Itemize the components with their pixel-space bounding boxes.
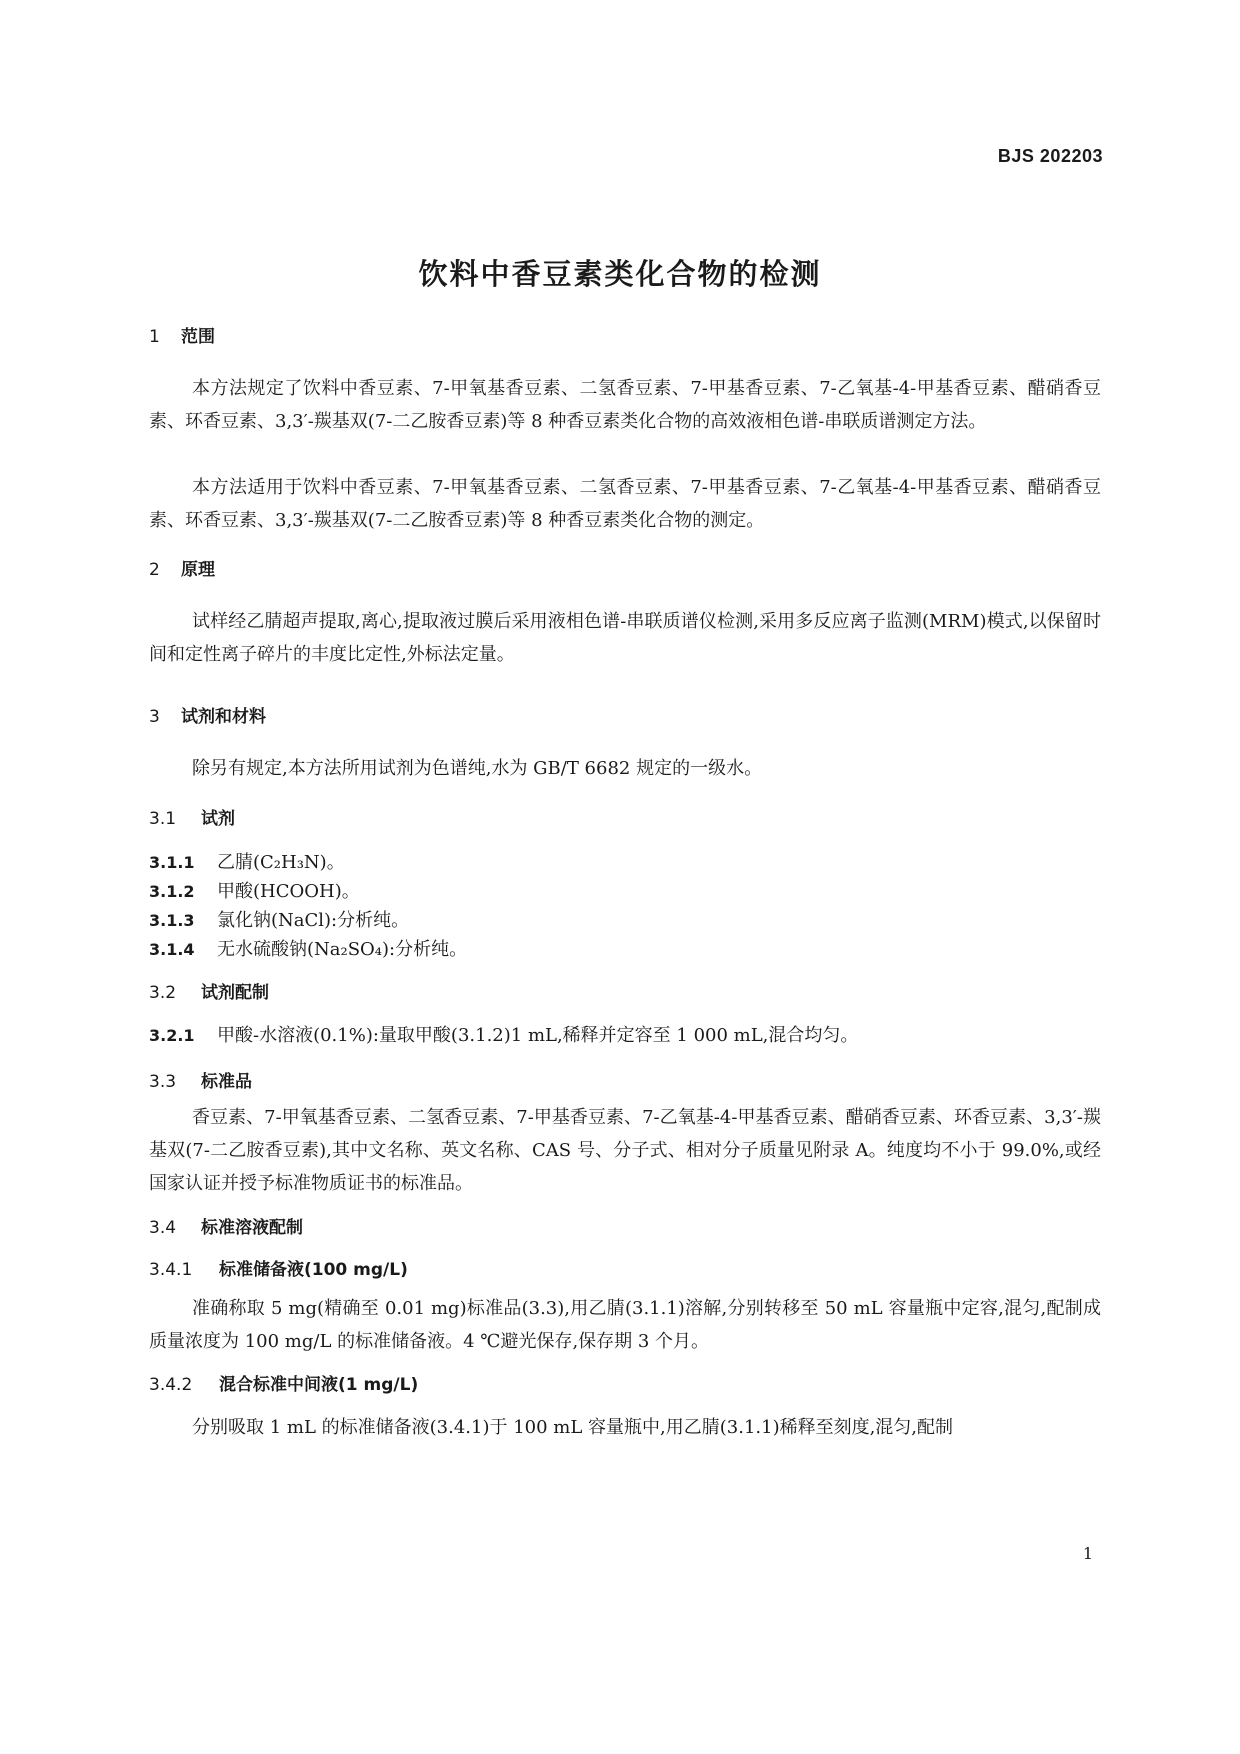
- section-3-4-heading: [149, 1213, 303, 1238]
- section-number: 3.2: [149, 983, 177, 1003]
- section-title: 试剂和材料: [181, 707, 266, 727]
- section-3-heading: [149, 702, 266, 727]
- list-item: [149, 848, 345, 874]
- section-1-paragraph-1: 本方法规定了饮料中香豆素、7-甲氧基香豆素、二氢香豆素、7-甲基香豆素、7-乙氧基-4-甲基香豆素、醋硝香豆素、环香豆素、3,3′-羰基双(7-二乙胺香豆素)等 8 种香豆素类化合物的高效液相色谱-串联质谱测定方法。: [149, 378, 1101, 432]
- page-number: 1: [1082, 1544, 1093, 1563]
- section-3-4-1-heading: [149, 1255, 408, 1280]
- section-1-paragraph-2: 本方法适用于饮料中香豆素、7-甲氧基香豆素、二氢香豆素、7-甲基香豆素、7-乙氧基-4-甲基香豆素、醋硝香豆素、环香豆素、3,3′-羰基双(7-二乙胺香豆素)等 8 种香豆素类化合物的测定。: [149, 477, 1101, 531]
- section-number: 3.4.2: [149, 1375, 193, 1395]
- section-title: 范围: [181, 327, 215, 347]
- document-title: 饮料中香豆素类化合物的检测: [418, 257, 822, 291]
- section-number: 3: [149, 707, 160, 727]
- list-item: [149, 877, 360, 903]
- section-3-4-2-paragraph-1: 分别吸取 1 mL 的标准储备液(3.4.1)于 100 mL 容量瓶中,用乙腈(3.1.1)稀释至刻度,混匀,配制: [192, 1417, 954, 1438]
- section-title: 混合标准中间液(1 mg/L): [219, 1375, 419, 1395]
- section-number: 3.4: [149, 1218, 177, 1238]
- item-number: 3.1.4: [149, 940, 195, 959]
- section-3-4-1-paragraph-1: 准确称取 5 mg(精确至 0.01 mg)标准品(3.3),用乙腈(3.1.1)溶解,分别转移至 50 mL 容量瓶中定容,混匀,配制成质量浓度为 100 mg/L 的标准储备液。4 ℃避光保存,保存期 3 个月。: [149, 1298, 1101, 1352]
- section-3-4-2-heading: [149, 1370, 418, 1395]
- item-number: 3.2.1: [149, 1026, 195, 1045]
- standard-code: BJS 202203: [997, 146, 1103, 166]
- section-1-heading: [149, 322, 215, 347]
- item-number: 3.1.1: [149, 853, 195, 872]
- section-2-heading: [149, 555, 215, 580]
- list-item: [149, 1021, 858, 1047]
- section-number: 3.4.1: [149, 1260, 193, 1280]
- section-3-3-paragraph-1: 香豆素、7-甲氧基香豆素、二氢香豆素、7-甲基香豆素、7-乙氧基-4-甲基香豆素、醋硝香豆素、环香豆素、3,3′-羰基双(7-二乙胺香豆素),其中文名称、英文名称、CAS 号、分子式、相对分子质量见附录 A。纯度均不小于 99.0%,或经国家认证并授予标准物质证书的标准品。: [149, 1107, 1101, 1194]
- item-text: 乙腈(C₂H₃N)。: [217, 852, 345, 873]
- section-title: 试剂: [201, 809, 235, 829]
- section-number: 2: [149, 560, 160, 580]
- section-3-3-heading: [149, 1067, 252, 1092]
- item-label: 甲酸-水溶液(0.1%):: [217, 1025, 379, 1046]
- item-text: 无水硫酸钠(Na₂SO₄):分析纯。: [217, 939, 468, 960]
- item-number: 3.1.3: [149, 911, 195, 930]
- section-3-1-heading: [149, 804, 235, 829]
- section-title: 标准储备液(100 mg/L): [219, 1260, 408, 1280]
- section-number: 3.3: [149, 1072, 177, 1092]
- list-item: [149, 906, 409, 932]
- item-text: 量取甲酸(3.1.2)1 mL,稀释并定容至 1 000 mL,混合均匀。: [378, 1025, 859, 1046]
- section-title: 标准溶液配制: [201, 1218, 303, 1238]
- section-number: 3.1: [149, 809, 177, 829]
- item-text: 甲酸(HCOOH)。: [217, 881, 360, 902]
- section-2-paragraph-1: 试样经乙腈超声提取,离心,提取液过膜后采用液相色谱-串联质谱仪检测,采用多反应离子监测(MRM)模式,以保留时间和定性离子碎片的丰度比定性,外标法定量。: [149, 611, 1101, 665]
- section-title: 试剂配制: [201, 983, 269, 1003]
- item-text: 氯化钠(NaCl):分析纯。: [217, 910, 410, 931]
- section-3-2-heading: [149, 978, 269, 1003]
- section-3-paragraph-1: 除另有规定,本方法所用试剂为色谱纯,水为 GB/T 6682 规定的一级水。: [192, 758, 763, 779]
- section-title: 标准品: [201, 1072, 252, 1092]
- section-title: 原理: [181, 560, 215, 580]
- item-number: 3.1.2: [149, 882, 195, 901]
- section-number: 1: [149, 327, 160, 347]
- list-item: [149, 935, 467, 961]
